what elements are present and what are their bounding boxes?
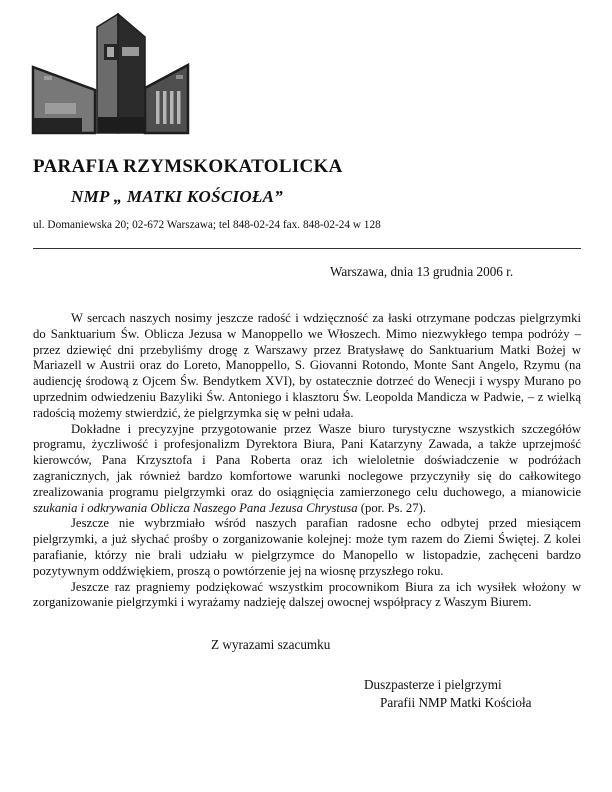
signature-line-2: Parafii NMP Matki Kościoła xyxy=(380,694,532,710)
parish-address: ul. Domaniewska 20; 02-672 Warszawa; tel 848-02-24 fax. 848-02-24 w 128 xyxy=(33,219,381,231)
paragraph-4: Jeszcze raz pragniemy podziękować wszystkim procownikom Biura za ich wysiłek włożony w zorganizowanie pielgrzymki i wyrażamy nadzieję dalszej owocnej współpracy z Waszym Biurem. xyxy=(33,579,581,610)
date-line: Warszawa, dnia 13 grudnia 2006 r. xyxy=(330,264,514,279)
paragraph-3: Jeszcze nie wybrzmiało wśród naszych parafian radosne echo odbytej przed miesiącem pielgrzymki, a już słychać prośby o zorganizowanie kolejnej: może tym razem do Ziemi Świętej. Z kolei parafianie, którzy nie brali udziału w pielgrzymce do Manopello w listopadzie, zachęceni bardzo pozytywnym oddźwiękiem, proszą o powtórzenie jej na wiosnę przyszłego roku. xyxy=(33,516,581,578)
paragraph-2 xyxy=(33,422,581,517)
letterhead-divider xyxy=(33,248,581,249)
letter-body xyxy=(33,311,581,611)
signature-line-1: Duszpasterze i pielgrzymi xyxy=(364,677,502,692)
paragraph-2-text: Dokładne i precyzyjne przygotowanie przez Wasze biuro turystyczne wszystkich szczegółów programu, życzliwość i profesjonalizm Dyrektora Biura, Pani Katarzyny Zawada, a także uprzejmość kierowców, Pana Krzysztofa i Pana Roberta oraz ich wieloletnie doświadczenie w podróżach zagranicznych, jak również bardzo komfortowe warunki noclegowe przyczyniły się do całkowitego zrealizowania programu pielgrzymki oraz do osiągnięcia zamierzonego celu duchowego, a mianowicie xyxy=(33,421,581,499)
closing-salutation: Z wyrazami szacumku xyxy=(211,637,331,652)
paragraph-1: W sercach naszych nosimy jeszcze radość i wdzięczność za łaski otrzymane podczas pielgrzymki do Sanktuarium Św. Oblicza Jezusa w Manoppello we Włoszech. Mimo niezwykłego tempa podróży – przez dziewięć dni przebyliśmy drogę z Warszawy przez Bratysławę do Sanktuarium Matki Bożej w Mariazell w Austrii oraz do Loreto, Manoppello, S. Giovanni Rotondo, Monte Sant Angelo, Rzymu (na audiencję środową z Ojcem Św. Bendytkem XVI), by ostatecznie dotrzeć do Wenecji i wyspy Murano po uprzednim odwiedzeniu Bazyliki Św. Antoniego i klasztoru Św. Leopolda Mandicza w Padwie, – z wielką radością możemy stwierdzić, że pielgrzymka się w pełni udała. xyxy=(33,311,581,420)
signature-block xyxy=(364,676,532,711)
church-logo-icon xyxy=(30,13,192,136)
parish-name: PARAFIA RZYMSKOKATOLICKA xyxy=(33,156,343,177)
paragraph-2-italic-quote: szukania i odkrywania Oblicza Naszego Pana Jezusa Chrystusa xyxy=(33,500,358,515)
parish-dedication: NMP „ MATKI KOŚCIOŁA” xyxy=(71,187,284,206)
paragraph-2-citation: (por. Ps. 27). xyxy=(357,500,426,515)
